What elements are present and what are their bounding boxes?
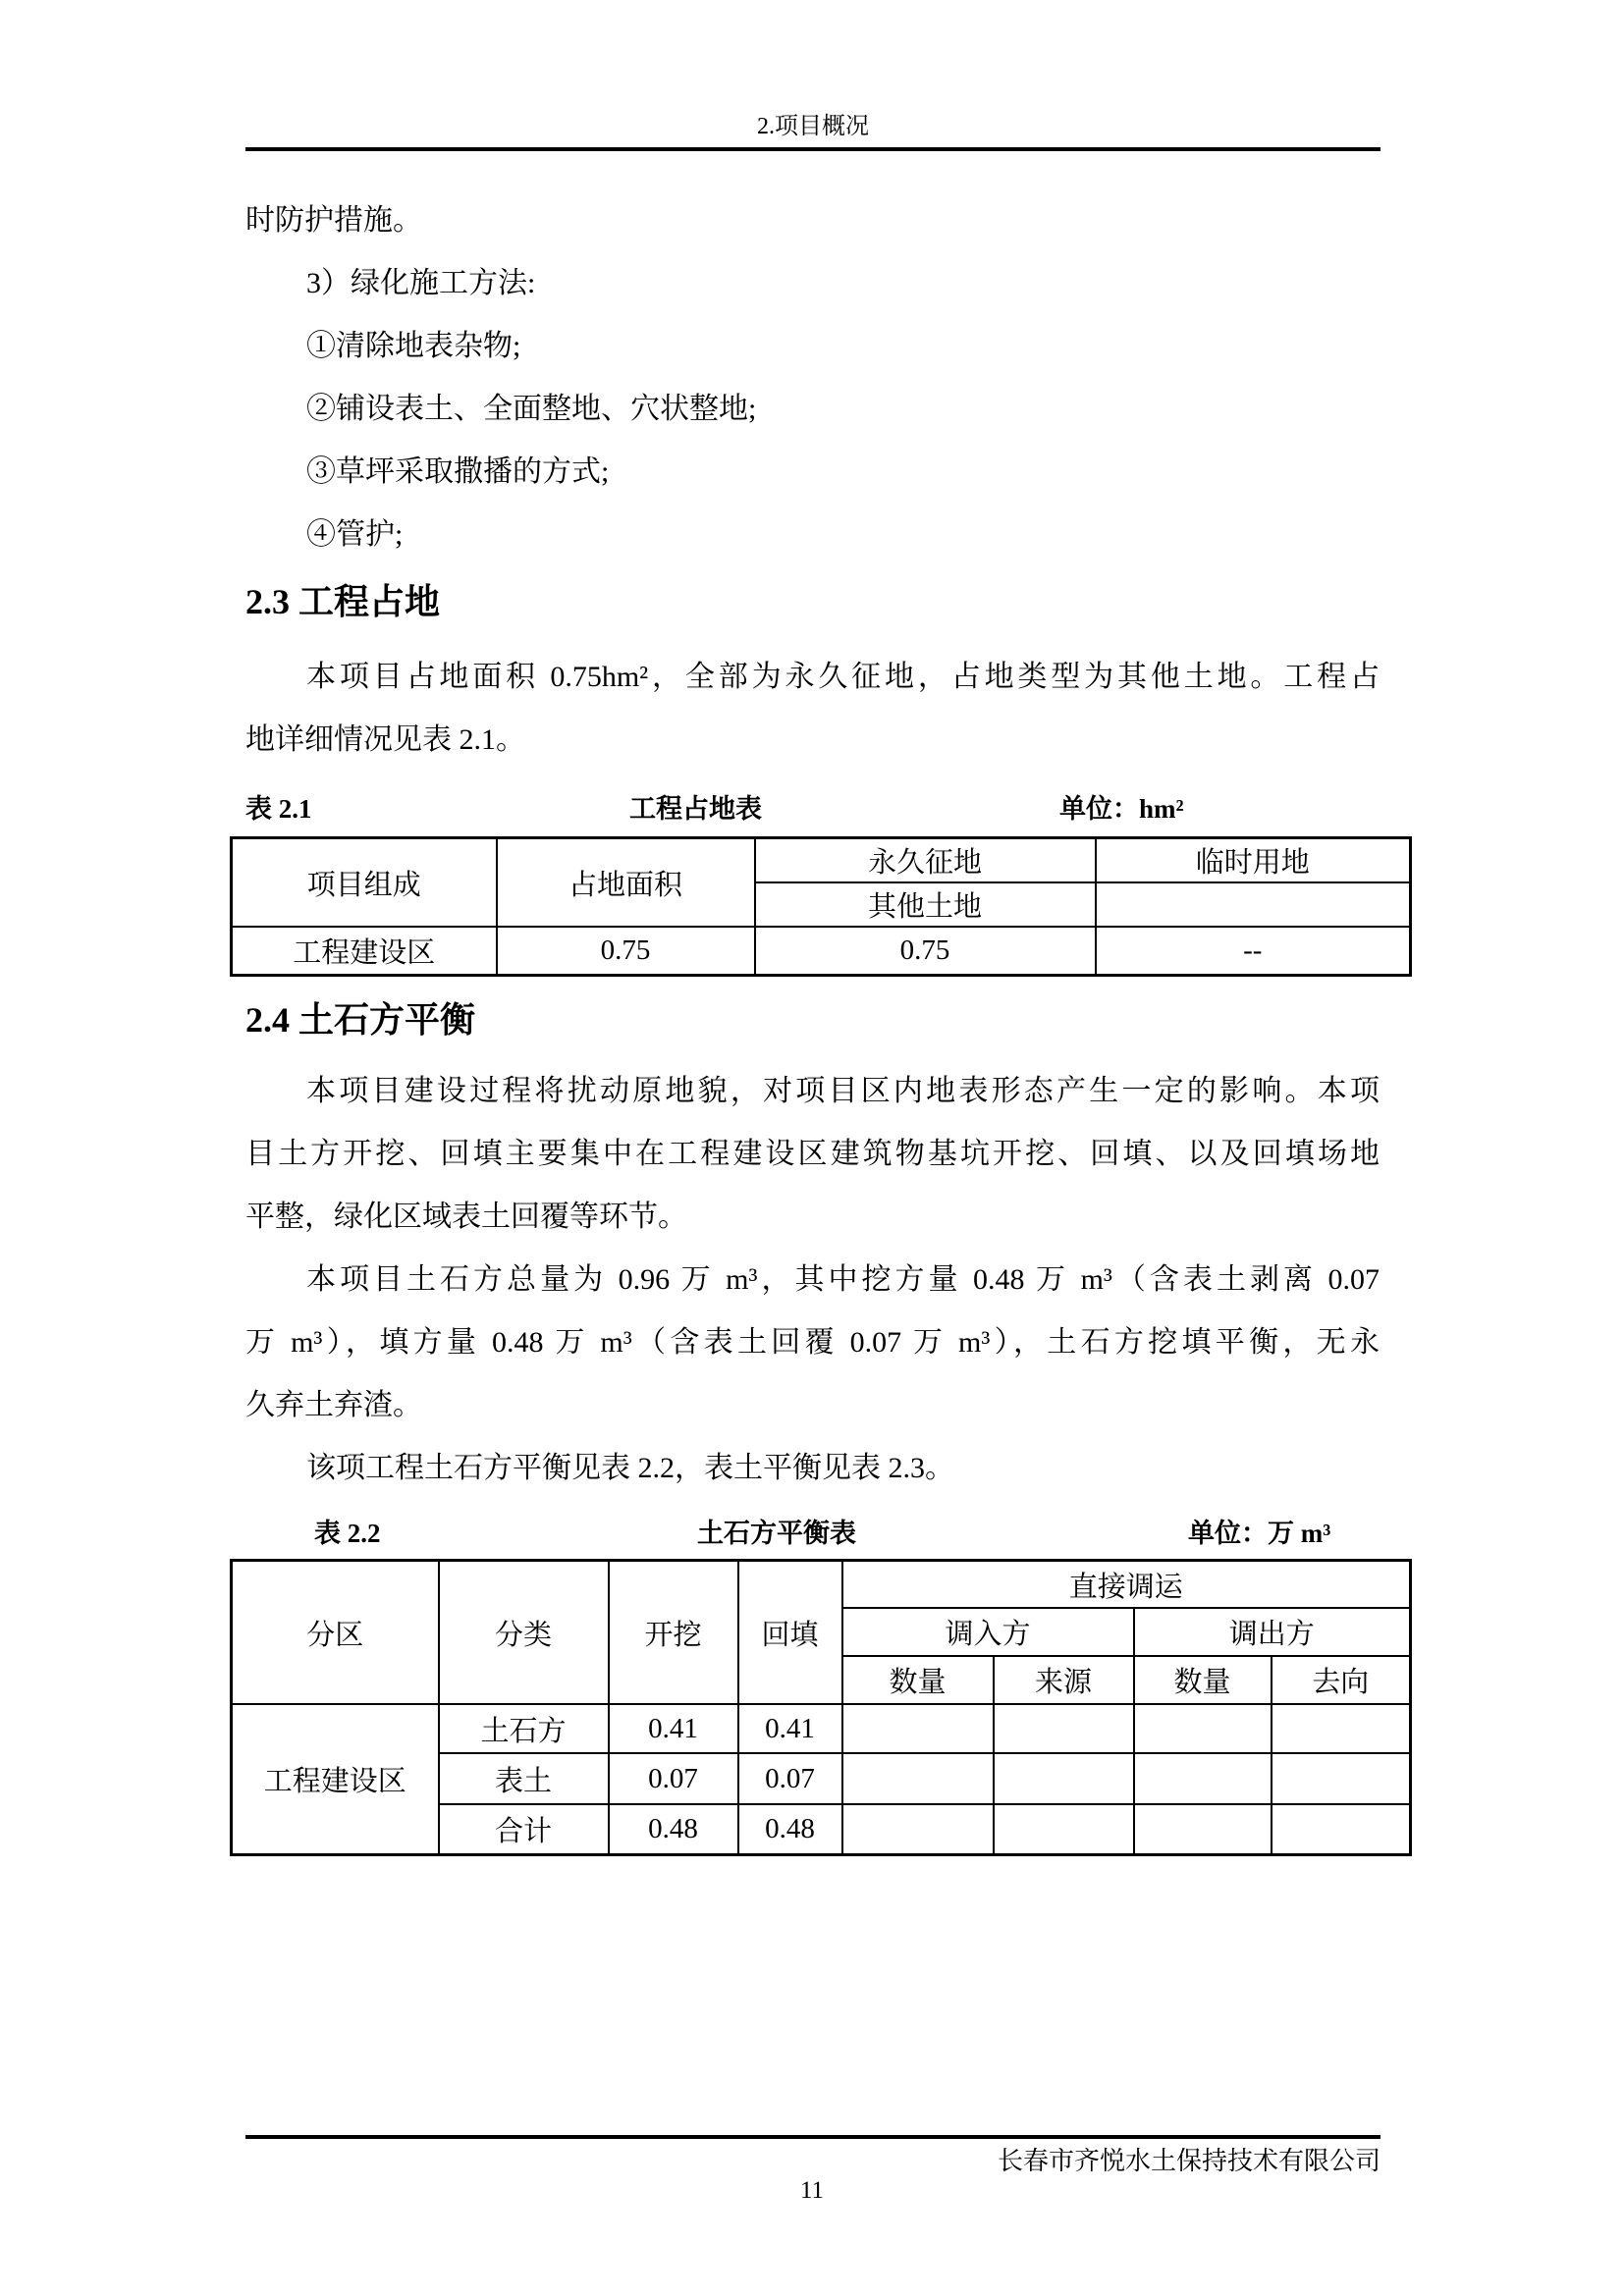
header-cell-other-land: 其他土地 — [755, 882, 1096, 927]
section-2-4-p1-line-3: 平整，绿化区域表土回覆等环节。 — [245, 1201, 687, 1233]
empty-cell — [1272, 1804, 1411, 1855]
empty-cell — [1134, 1753, 1272, 1804]
empty-cell — [1272, 1753, 1411, 1804]
header-cell-in-source: 来源 — [994, 1656, 1134, 1704]
header-cell-permanent: 永久征地 — [755, 838, 1096, 883]
empty-cell — [994, 1804, 1134, 1855]
cell-category: 土石方 — [439, 1704, 609, 1753]
cell-excavation: 0.48 — [609, 1804, 738, 1855]
footer-rule — [245, 2135, 1380, 2139]
empty-cell — [842, 1704, 994, 1753]
table-2-1 — [230, 836, 1412, 977]
table-row — [232, 1704, 1411, 1753]
header-cell-transfer-out: 调出方 — [1134, 1608, 1411, 1656]
section-2-4-p2-line-3: 久弃土弃渣。 — [245, 1389, 422, 1421]
table-row — [232, 927, 1411, 976]
cell-category: 合计 — [439, 1804, 609, 1855]
header-cell-direct-transfer: 直接调运 — [842, 1561, 1411, 1609]
page-header-title: 2.项目概况 — [757, 114, 869, 139]
greening-item-2: ②铺设表土、全面整地、穴状整地; — [306, 393, 757, 425]
table-2-2-caption-label: 表 2.2 — [314, 1519, 381, 1548]
table-2-2-caption-unit: 单位：万 m³ — [1188, 1519, 1331, 1548]
section-2-3-heading: 2.3 工程占地 — [245, 582, 441, 621]
header-cell-excavation: 开挖 — [609, 1561, 738, 1705]
section-2-4-p1-line-2: 目土方开挖、回填主要集中在工程建设区建筑物基坑开挖、回填、以及回填场地 — [245, 1138, 1380, 1170]
table-2-1-caption-unit: 单位：hm² — [1059, 794, 1184, 824]
empty-cell — [994, 1704, 1134, 1753]
cell-backfill: 0.41 — [738, 1704, 842, 1753]
empty-cell — [842, 1753, 994, 1804]
greening-item-1: ①清除地表杂物; — [306, 330, 521, 362]
greening-method-title: 3）绿化施工方法: — [306, 267, 536, 299]
section-2-4-heading: 2.4 土石方平衡 — [245, 1000, 476, 1040]
header-cell-composition: 项目组成 — [232, 838, 497, 928]
section-2-4-p3: 该项工程土石方平衡见表 2.2，表土平衡见表 2.3。 — [306, 1452, 954, 1484]
empty-cell — [1134, 1804, 1272, 1855]
section-2-4-p2-line-2: 万 m³），填方量 0.48 万 m³（含表土回覆 0.07 万 m³），土石方挖填平衡，无永 — [245, 1326, 1380, 1359]
header-cell-temporary: 临时用地 — [1096, 838, 1411, 883]
header-cell-area: 占地面积 — [497, 838, 755, 928]
header-cell-category: 分类 — [439, 1561, 609, 1705]
cell-excavation: 0.41 — [609, 1704, 738, 1753]
greening-item-3: ③草坪采取撒播的方式; — [306, 455, 610, 488]
header-cell-zone: 分区 — [232, 1561, 439, 1705]
greening-item-4: ④管护; — [306, 518, 404, 551]
section-2-3-line-1: 本项目占地面积 0.75hm²，全部为永久征地，占地类型为其他土地。工程占 — [306, 661, 1380, 693]
cell-backfill: 0.48 — [738, 1804, 842, 1855]
page-number: 11 — [799, 2177, 825, 2204]
table-2-2-caption-title: 土石方平衡表 — [697, 1519, 856, 1548]
table-2-2-caption — [245, 1514, 1380, 1553]
table-row — [232, 838, 1411, 883]
section-2-4-p1-line-1: 本项目建设过程将扰动原地貌，对项目区内地表形态产生一定的影响。本项 — [306, 1075, 1380, 1107]
table-2-1-caption-title: 工程占地表 — [629, 794, 762, 824]
header-cell-in-quantity: 数量 — [842, 1656, 994, 1704]
empty-cell — [1134, 1704, 1272, 1753]
table-row — [232, 1561, 1411, 1609]
header-cell-backfill: 回填 — [738, 1561, 842, 1705]
body-line-opening: 时防护措施。 — [245, 204, 422, 237]
header-cell-transfer-in: 调入方 — [842, 1608, 1134, 1656]
empty-cell — [1272, 1704, 1411, 1753]
cell-area-value: 0.75 — [497, 927, 755, 976]
table-2-1-caption — [245, 789, 1380, 828]
empty-cell — [1096, 882, 1411, 927]
table-2-2 — [230, 1559, 1412, 1856]
cell-permanent-value: 0.75 — [755, 927, 1096, 976]
cell-backfill: 0.07 — [738, 1753, 842, 1804]
footer-company: 长春市齐悦水土保持技术有限公司 — [997, 2147, 1380, 2175]
cell-temporary-value: -- — [1096, 927, 1411, 976]
empty-cell — [994, 1753, 1134, 1804]
cell-category: 表土 — [439, 1753, 609, 1804]
cell-excavation: 0.07 — [609, 1753, 738, 1804]
header-cell-out-quantity: 数量 — [1134, 1656, 1272, 1704]
header-cell-out-destination: 去向 — [1272, 1656, 1411, 1704]
table-2-1-caption-label: 表 2.1 — [245, 794, 312, 824]
section-2-4-p2-line-1: 本项目土石方总量为 0.96 万 m³，其中挖方量 0.48 万 m³（含表土剥离 0.07 — [306, 1263, 1380, 1296]
section-2-3-line-2: 地详细情况见表 2.1。 — [245, 723, 525, 756]
content-column — [245, 189, 1380, 1856]
header-rule — [245, 147, 1380, 151]
cell-zone-label: 工程建设区 — [232, 1704, 439, 1855]
empty-cell — [842, 1804, 994, 1855]
cell-zone-name: 工程建设区 — [232, 927, 497, 976]
